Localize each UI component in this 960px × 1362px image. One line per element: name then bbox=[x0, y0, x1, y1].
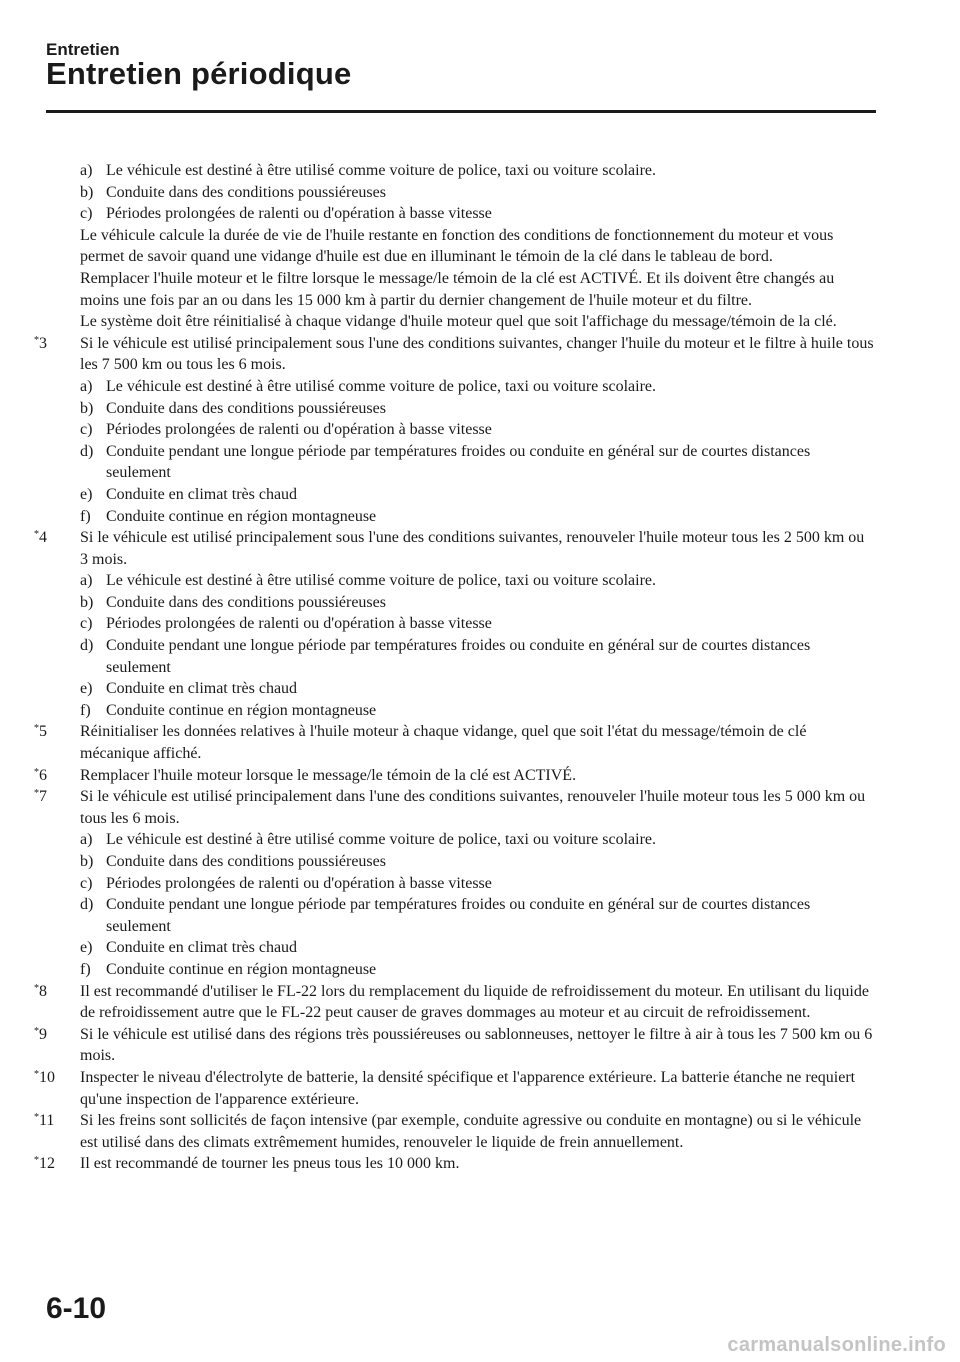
footnote bbox=[34, 765, 876, 787]
footnote-marker: * bbox=[34, 788, 39, 800]
footnote-number: *6 bbox=[34, 766, 47, 784]
line-text: Le véhicule est destiné à être utilisé comme voiture de police, taxi ou voiture scolaire. bbox=[106, 162, 657, 179]
footnote bbox=[34, 1110, 876, 1153]
line-text: Périodes prolongées de ralenti ou d'opération à basse vitesse bbox=[106, 874, 492, 892]
footnote-number: *9 bbox=[34, 1025, 47, 1043]
list-item bbox=[46, 851, 876, 873]
list-item-label: c) bbox=[80, 615, 93, 633]
line-text: Conduite pendant une longue période par températures froides ou conduite en général sur de courtes distances seulement bbox=[106, 637, 811, 676]
footnote-number: *12 bbox=[34, 1155, 55, 1173]
line-text: Conduite continue en région montagneuse bbox=[106, 701, 377, 719]
list-item-label: e) bbox=[80, 680, 93, 698]
line-text: Le système doit être réinitialisé à chaque vidange d'huile moteur quel que soit l'affichage du message/témoin de la clé. bbox=[80, 313, 837, 331]
line-text: Conduite continue en région montagneuse bbox=[106, 960, 377, 978]
footnote-marker: * bbox=[34, 982, 39, 994]
list-item-label: a) bbox=[80, 831, 93, 849]
list-item-label: b) bbox=[80, 853, 94, 870]
footnote-marker: * bbox=[34, 766, 39, 778]
line-text: Il est recommandé d'utiliser le FL-22 lors du remplacement du liquide de refroidissement du moteur. En utilisant du liquide de refroidissement autre que le FL-22 peut causer de graves dommages au moteur et au circuit de refroidissement. bbox=[80, 982, 869, 1022]
list-item bbox=[46, 398, 876, 420]
line-text: Conduite dans des conditions poussiéreuses bbox=[106, 853, 386, 870]
list-item bbox=[46, 937, 876, 959]
list-item-label: a) bbox=[80, 162, 93, 179]
title-rule bbox=[46, 110, 876, 113]
list-item-label: e) bbox=[80, 939, 93, 957]
paragraph bbox=[46, 268, 876, 311]
line-text: Le véhicule calcule la durée de vie de l'huile restante en fonction des conditions de fonctionnement du moteur et vous permet de savoir quand une vidange d'huile est due en illuminant le témoin de la clé dans le tableau de bord. bbox=[80, 226, 834, 266]
list-item-label: f) bbox=[80, 507, 91, 525]
footnote bbox=[34, 981, 876, 1024]
footnote-number: *7 bbox=[34, 788, 47, 806]
list-item bbox=[46, 419, 876, 441]
list-item-label: c) bbox=[80, 421, 93, 439]
footnote bbox=[34, 1067, 876, 1110]
list-item bbox=[46, 894, 876, 937]
line-text: Conduite en climat très chaud bbox=[106, 485, 298, 503]
list-item bbox=[46, 700, 876, 722]
footnote-marker: * bbox=[34, 1068, 39, 1080]
line-text: Inspecter le niveau d'électrolyte de batterie, la densité spécifique et l'apparence extérieure. La batterie étanche ne requiert qu'une inspection de l'apparence extérieure. bbox=[80, 1068, 856, 1108]
line-text: Conduite dans des conditions poussiéreuses bbox=[106, 593, 386, 611]
list-item bbox=[46, 203, 876, 225]
list-item bbox=[46, 484, 876, 506]
list-item bbox=[46, 592, 876, 614]
paragraph bbox=[46, 311, 876, 333]
footnote-marker: * bbox=[34, 1112, 39, 1124]
section-label: Entretien bbox=[46, 40, 120, 59]
footnote-number: *10 bbox=[34, 1068, 55, 1086]
list-item bbox=[46, 376, 876, 398]
list-item-label: b) bbox=[80, 399, 94, 417]
body-text bbox=[34, 160, 876, 1175]
footnote-marker: * bbox=[34, 529, 39, 541]
line-text: Le véhicule est destiné à être utilisé comme voiture de police, taxi ou voiture scolaire. bbox=[106, 572, 657, 590]
list-item-label: c) bbox=[80, 874, 93, 892]
list-item bbox=[46, 441, 876, 484]
line-text: Conduite pendant une longue période par températures froides ou conduite en général sur de courtes distances seulement bbox=[106, 442, 811, 482]
page-title: Entretien périodique bbox=[46, 56, 352, 91]
footnote-number: *5 bbox=[34, 723, 47, 741]
list-item-label: b) bbox=[80, 183, 94, 201]
footnote bbox=[34, 721, 876, 764]
line-text: Il est recommandé de tourner les pneus tous les 10 000 km. bbox=[80, 1155, 460, 1173]
line-text: Le véhicule est destiné à être utilisé comme voiture de police, taxi ou voiture scolaire. bbox=[106, 377, 657, 395]
footnote bbox=[34, 1024, 876, 1067]
footnote-number: *4 bbox=[34, 529, 47, 547]
line-text: Remplacer l'huile moteur et le filtre lorsque le message/le témoin de la clé est ACTIVÉ. Et ils doivent être changés au moins une fois par an ou dans les 15 000 km à partir du dernier changement de l'huile moteur et du filtre. bbox=[80, 269, 835, 309]
footnote bbox=[34, 527, 876, 570]
list-item bbox=[46, 613, 876, 635]
list-item-label: f) bbox=[80, 701, 91, 719]
page-number: 6-10 bbox=[46, 1292, 107, 1325]
line-text: Si les freins sont sollicités de façon intensive (par exemple, conduite agressive ou conduite en montagne) ou si le véhicule est utilisé dans des climats extrêmement humides, renouveler le liquide de frein annuellement. bbox=[80, 1112, 862, 1151]
list-item bbox=[46, 635, 876, 678]
line-text: Réinitialiser les données relatives à l'huile moteur à chaque vidange, quel que soit l'état du message/témoin de clé mécanique affiché. bbox=[80, 723, 807, 763]
line-text: Si le véhicule est utilisé dans des régions très poussiéreuses ou sablonneuses, nettoyer le filtre à air à tous les 7 500 km ou 6 mois. bbox=[80, 1025, 873, 1065]
list-item bbox=[46, 959, 876, 981]
footnote bbox=[34, 1153, 876, 1175]
list-item-label: f) bbox=[80, 960, 91, 978]
line-text: Si le véhicule est utilisé principalement sous l'une des conditions suivantes, changer l'huile du moteur et le filtre à huile tous les 7 500 km ou tous les 6 mois. bbox=[80, 334, 874, 374]
footnote-number: *3 bbox=[34, 334, 47, 352]
list-item-label: d) bbox=[80, 442, 94, 460]
footnote-number: *8 bbox=[34, 982, 47, 1000]
watermark: carmanualsonline.info bbox=[727, 1334, 946, 1356]
line-text: Périodes prolongées de ralenti ou d'opération à basse vitesse bbox=[106, 205, 492, 223]
list-item-label: c) bbox=[80, 205, 93, 223]
line-text: Si le véhicule est utilisé principalement sous l'une des conditions suivantes, renouveler l'huile moteur tous les 2 500 km ou 3 mois. bbox=[80, 529, 865, 568]
list-item bbox=[46, 570, 876, 592]
line-text: Conduite dans des conditions poussiéreuses bbox=[106, 183, 386, 201]
footnote bbox=[34, 786, 876, 829]
list-item-label: b) bbox=[80, 593, 94, 611]
footnote-marker: * bbox=[34, 1155, 39, 1167]
list-item bbox=[46, 873, 876, 895]
list-item-label: d) bbox=[80, 896, 94, 914]
footnote-number: *11 bbox=[34, 1112, 55, 1130]
line-text: Remplacer l'huile moteur lorsque le message/le témoin de la clé est ACTIVÉ. bbox=[80, 766, 577, 784]
line-text: Conduite en climat très chaud bbox=[106, 680, 298, 698]
footnote-marker: * bbox=[34, 723, 39, 735]
list-item bbox=[46, 829, 876, 851]
line-text: Périodes prolongées de ralenti ou d'opération à basse vitesse bbox=[106, 421, 492, 439]
line-text: Périodes prolongées de ralenti ou d'opération à basse vitesse bbox=[106, 615, 492, 633]
list-item-label: a) bbox=[80, 377, 93, 395]
list-item bbox=[46, 160, 876, 182]
line-text: Conduite en climat très chaud bbox=[106, 939, 298, 957]
footnote-marker: * bbox=[34, 1025, 39, 1037]
list-item-label: e) bbox=[80, 485, 93, 503]
list-item-label: a) bbox=[80, 572, 93, 590]
line-text: Si le véhicule est utilisé principalement dans l'une des conditions suivantes, renouveler l'huile moteur tous les 5 000 km ou tous les 6 mois. bbox=[80, 788, 866, 827]
list-item bbox=[46, 678, 876, 700]
footnote bbox=[34, 333, 876, 376]
line-text: Le véhicule est destiné à être utilisé comme voiture de police, taxi ou voiture scolaire. bbox=[106, 831, 657, 849]
line-text: Conduite dans des conditions poussiéreuses bbox=[106, 399, 386, 417]
paragraph bbox=[46, 225, 876, 268]
line-text: Conduite pendant une longue période par températures froides ou conduite en général sur de courtes distances seulement bbox=[106, 896, 811, 935]
line-text: Conduite continue en région montagneuse bbox=[106, 507, 377, 525]
list-item-label: d) bbox=[80, 637, 94, 655]
list-item bbox=[46, 182, 876, 204]
footnote-marker: * bbox=[34, 334, 39, 346]
list-item bbox=[46, 506, 876, 528]
